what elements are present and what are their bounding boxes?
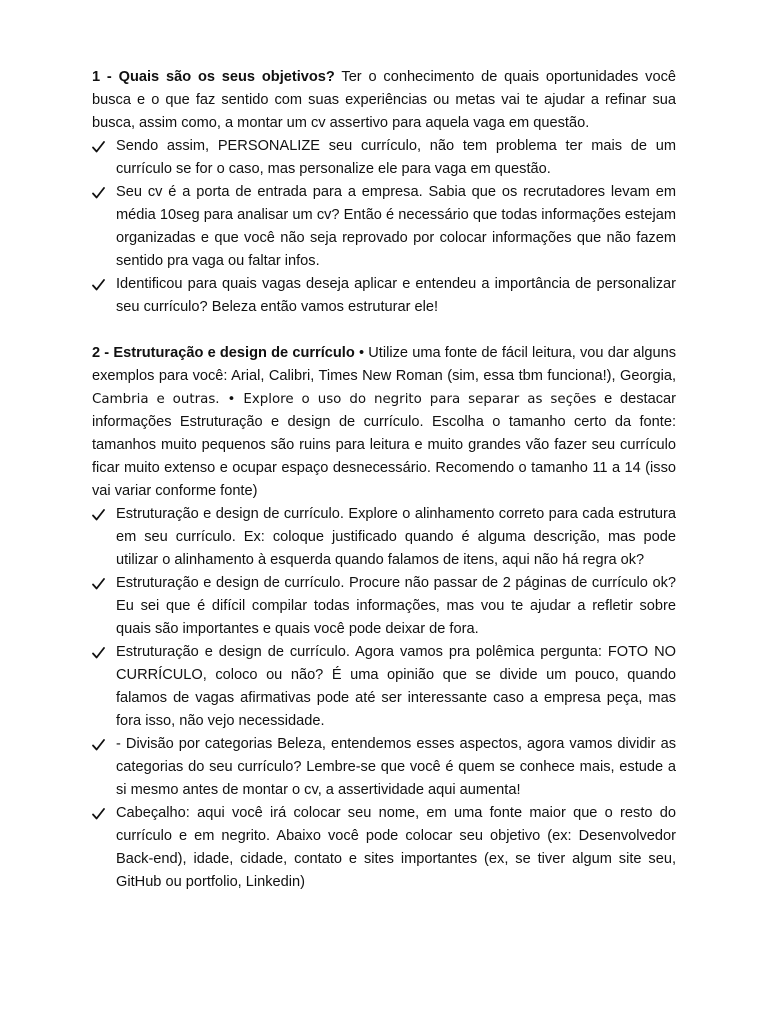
checklist-item-text: Estruturação e design de currículo. Procure não passar de 2 páginas de currículo ok? Eu sei que é difícil compilar todas informações, mas vou te ajudar a refletir sobre quais são importantes e quais você pode deixar de fora. (116, 575, 676, 637)
checkmark-icon (92, 802, 108, 825)
checkmark-icon (92, 503, 108, 526)
checklist-item-text: Cabeçalho: aqui você irá colocar seu nome, em uma fonte maior que o resto do currículo e em negrito. Abaixo você pode colocar seu objetivo (ex: Desenvolvedor Back-end), idade, cidade, contato e sites importantes (ex, se tiver algum site seu, GitHub ou portfolio, Linkedin) (116, 805, 676, 890)
checkmark-icon (92, 572, 108, 595)
checklist-item-text: Seu cv é a porta de entrada para a empresa. Sabia que os recrutadores levam em média 10seg para analisar um cv? Então é necessário que todas informações estejam organizadas e que você não seja reprovado por colocar informações que não fazem sentido pra vaga ou faltar infos. (116, 184, 676, 269)
checklist-item (92, 273, 676, 319)
checklist-item-text: Sendo assim, PERSONALIZE seu currículo, não tem problema ter mais de um currículo se for o caso, mas personalize ele para vaga em questão. (116, 138, 676, 177)
checklist-item (92, 733, 676, 802)
checklist-item-text: Estruturação e design de currículo. Agora vamos pra polêmica pergunta: FOTO NO CURRÍCULO, coloco ou não? É uma opinião que se divide um pouco, quando falamos de vagas afirmativas pode até ser interessante caso a empresa peça, mas fora isso, não vejo necessidade. (116, 644, 676, 729)
checklist-item-text: Estruturação e design de currículo. Explore o alinhamento correto para cada estrutura em seu currículo. Ex: coloque justificado quando é alguma descrição, mas pode utilizar o alinhamento à esquerda quando falamos de itens, aqui não há regra ok? (116, 506, 676, 568)
checklist-item (92, 503, 676, 572)
checkmark-icon (92, 733, 108, 756)
checklist-item (92, 641, 676, 733)
checkmark-icon (92, 273, 108, 296)
checkmark-icon (92, 135, 108, 158)
checklist-item (92, 135, 676, 181)
section2-checklist (92, 503, 676, 894)
section1-intro-text: Ter o conhecimento de quais oportunidades você busca e o que faz sentido com suas experiências ou metas vai te ajudar a refinar sua busca, assim como, a montar um cv assertivo para aquela vaga em questão. (92, 69, 676, 131)
section2-intro-text-3: e destacar informações Estruturação e design de currículo. Escolha o tamanho certo da fonte: tamanhos muito pequenos são ruins para leitura e muito grandes vão fazer seu currículo ficar muito extenso e ocupar espaço desnecessário. Recomendo o tamanho 11 a 14 (isso vai variar conforme fonte) (92, 391, 677, 499)
checklist-item (92, 572, 676, 641)
section1-checklist (92, 135, 676, 319)
section2-heading: 2 - Estruturação e design de currículo (92, 345, 355, 361)
section1-intro-paragraph (92, 66, 676, 135)
section2-intro-paragraph (92, 342, 676, 503)
checklist-item (92, 802, 676, 894)
document-page (92, 66, 676, 894)
checklist-item-text: - Divisão por categorias Beleza, entendemos esses aspectos, agora vamos dividir as categorias do seu currículo? Lembre-se que você é quem se conhece mais, estude a si mesmo antes de montar o cv, a assertividade aqui aumenta! (116, 736, 676, 798)
checkmark-icon (92, 641, 108, 664)
checkmark-icon (92, 181, 108, 204)
checklist-item (92, 181, 676, 273)
checklist-item-text: Identificou para quais vagas deseja aplicar e entendeu a importância de personalizar seu currículo? Beleza então vamos estruturar ele! (116, 276, 676, 315)
section-spacer (92, 319, 676, 342)
section2-intro-text-2: Cambria e outras. • Explore o uso do negrito para separar as seções (92, 392, 597, 407)
section2-intro-text-1: • Utilize uma fonte de fácil leitura, vou dar alguns exemplos para você: Arial, Calibri, Times New Roman (sim, essa tbm funciona!), Georgia, (92, 345, 676, 384)
section1-heading: 1 - Quais são os seus objetivos? (92, 69, 335, 85)
